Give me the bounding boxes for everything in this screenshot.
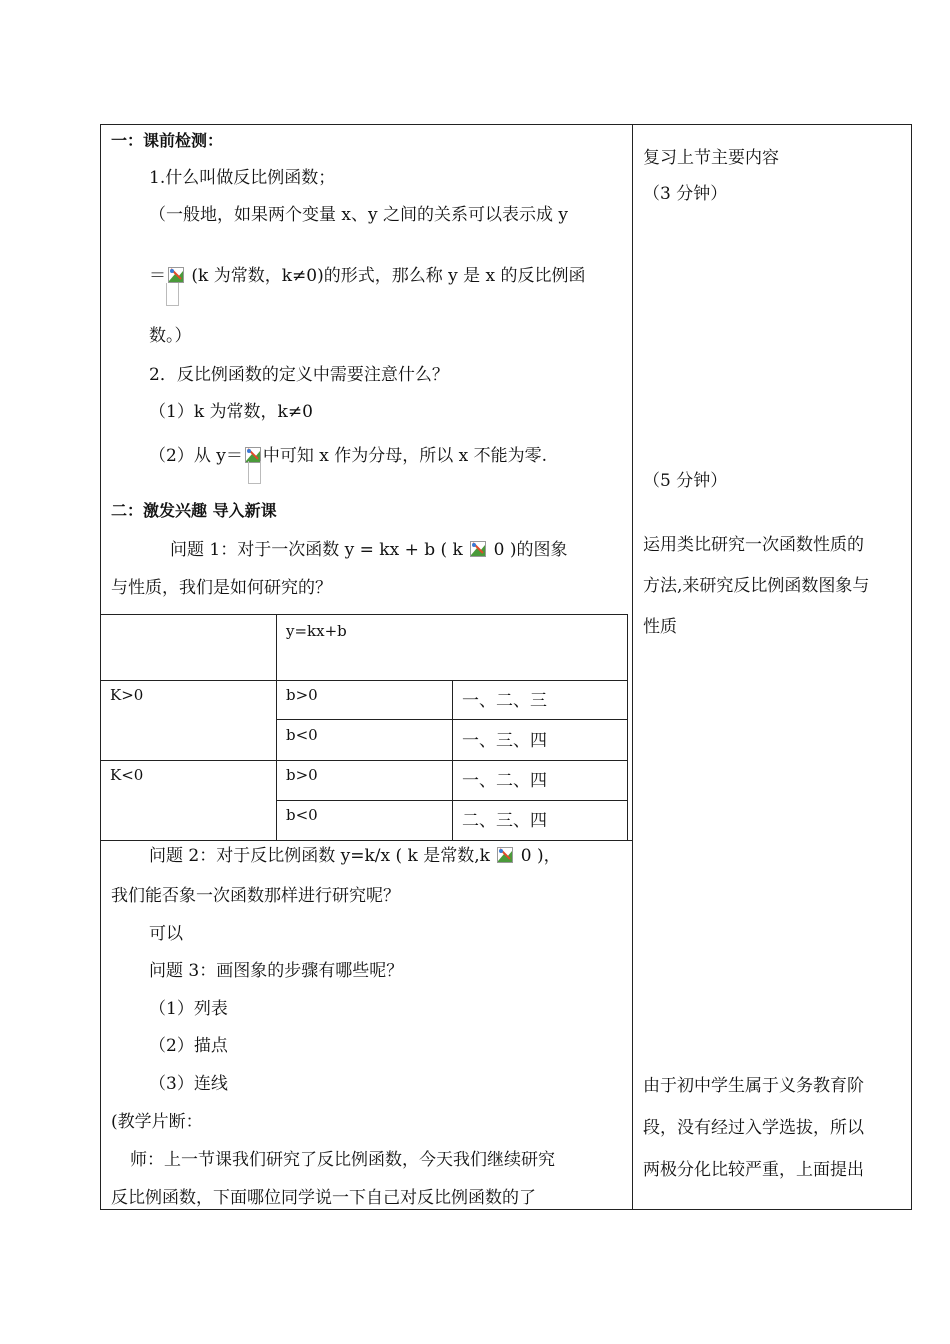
table-row-k: K>0 — [110, 686, 144, 704]
image-placeholder-box — [166, 283, 179, 306]
q2-answer-2-suffix: 中可知 x 作为分母，所以 x 不能为零. — [262, 446, 548, 466]
table-row-b: b>0 — [286, 686, 318, 704]
q1-answer-line2-suffix: (k 为常数，k≠0)的形式，那么称 y 是 x 的反比例函 — [186, 266, 586, 286]
problem-1-prefix: 问题 1：对于一次函数 y = kx + b ( k — [170, 540, 469, 560]
table-row-k: K<0 — [110, 766, 144, 784]
q2-answer-2 — [149, 446, 547, 466]
image-placeholder-box — [248, 461, 261, 484]
note-analogy-line3: 性质 — [643, 617, 677, 637]
question-2: 2．反比例函数的定义中需要注意什么？ — [149, 365, 449, 385]
table-row-b: b>0 — [286, 766, 318, 784]
time-3-min: （3 分钟） — [643, 184, 728, 204]
note-analogy-line1: 运用类比研究一次函数性质的 — [643, 535, 864, 555]
table-row-b: b<0 — [286, 806, 318, 824]
table-row-b: b<0 — [286, 726, 318, 744]
step-3: （3）连线 — [149, 1074, 228, 1094]
time-5-min: （5 分钟） — [643, 471, 728, 491]
problem-1-line2: 与性质，我们是如何研究的？ — [111, 578, 332, 598]
step-2: （2）描点 — [149, 1036, 228, 1056]
problem-2 — [149, 846, 561, 866]
q1-answer-line3: 数。） — [149, 326, 192, 346]
note-review: 复习上节主要内容 — [643, 148, 779, 168]
note-analogy-line2: 方法,来研究反比例函数图象与 — [643, 576, 870, 596]
note-students-line3: 两极分化比较严重，上面提出 — [643, 1160, 864, 1180]
problem-1 — [170, 540, 568, 560]
answer-yes: 可以 — [149, 924, 183, 944]
q2-answer-2-prefix: （2）从 y＝ — [149, 446, 243, 466]
problem-1-suffix: 0 )的图象 — [488, 540, 568, 560]
q2-answer-1: （1）k 为常数，k≠0 — [149, 402, 313, 422]
step-1: （1）列表 — [149, 999, 228, 1019]
table-row-quadrants: 二、三、四 — [462, 811, 547, 831]
column-divider — [632, 124, 633, 1210]
broken-image-icon — [470, 541, 486, 557]
problem-2-line2: 我们能否象一次函数那样进行研究呢？ — [111, 886, 400, 906]
table-header: y=kx+b — [286, 622, 347, 640]
table-row-quadrants: 一、三、四 — [462, 731, 547, 751]
note-students-line1: 由于初中学生属于义务教育阶 — [643, 1076, 864, 1096]
question-1: 1.什么叫做反比例函数； — [149, 168, 336, 188]
problem-2-suffix: 0 )， — [515, 846, 561, 866]
table-row-quadrants: 一、二、三 — [462, 691, 547, 711]
fragment-title: (教学片断： — [111, 1112, 203, 1132]
q1-answer-line1: （一般地，如果两个变量 x、y 之间的关系可以表示成 y — [149, 205, 569, 225]
q1-answer-line2 — [149, 266, 586, 286]
broken-image-icon — [168, 267, 184, 283]
broken-image-icon — [497, 847, 513, 863]
section2-title: 二：激发兴趣 导入新课 — [111, 501, 277, 520]
q1-answer-line2-prefix: ＝ — [149, 266, 166, 286]
problem-3: 问题 3：画图象的步骤有哪些呢？ — [149, 961, 404, 981]
teacher-line-1: 师：上一节课我们研究了反比例函数，今天我们继续研究 — [130, 1150, 555, 1170]
table-row-quadrants: 一、二、四 — [462, 771, 547, 791]
teacher-line-2: 反比例函数，下面哪位同学说一下自己对反比例函数的了 — [111, 1188, 536, 1208]
section1-title: 一：课前检测： — [111, 131, 224, 150]
note-students-line2: 段，没有经过入学选拔，所以 — [643, 1118, 864, 1138]
problem-2-prefix: 问题 2：对于反比例函数 y=k/x ( k 是常数,k — [149, 846, 496, 866]
